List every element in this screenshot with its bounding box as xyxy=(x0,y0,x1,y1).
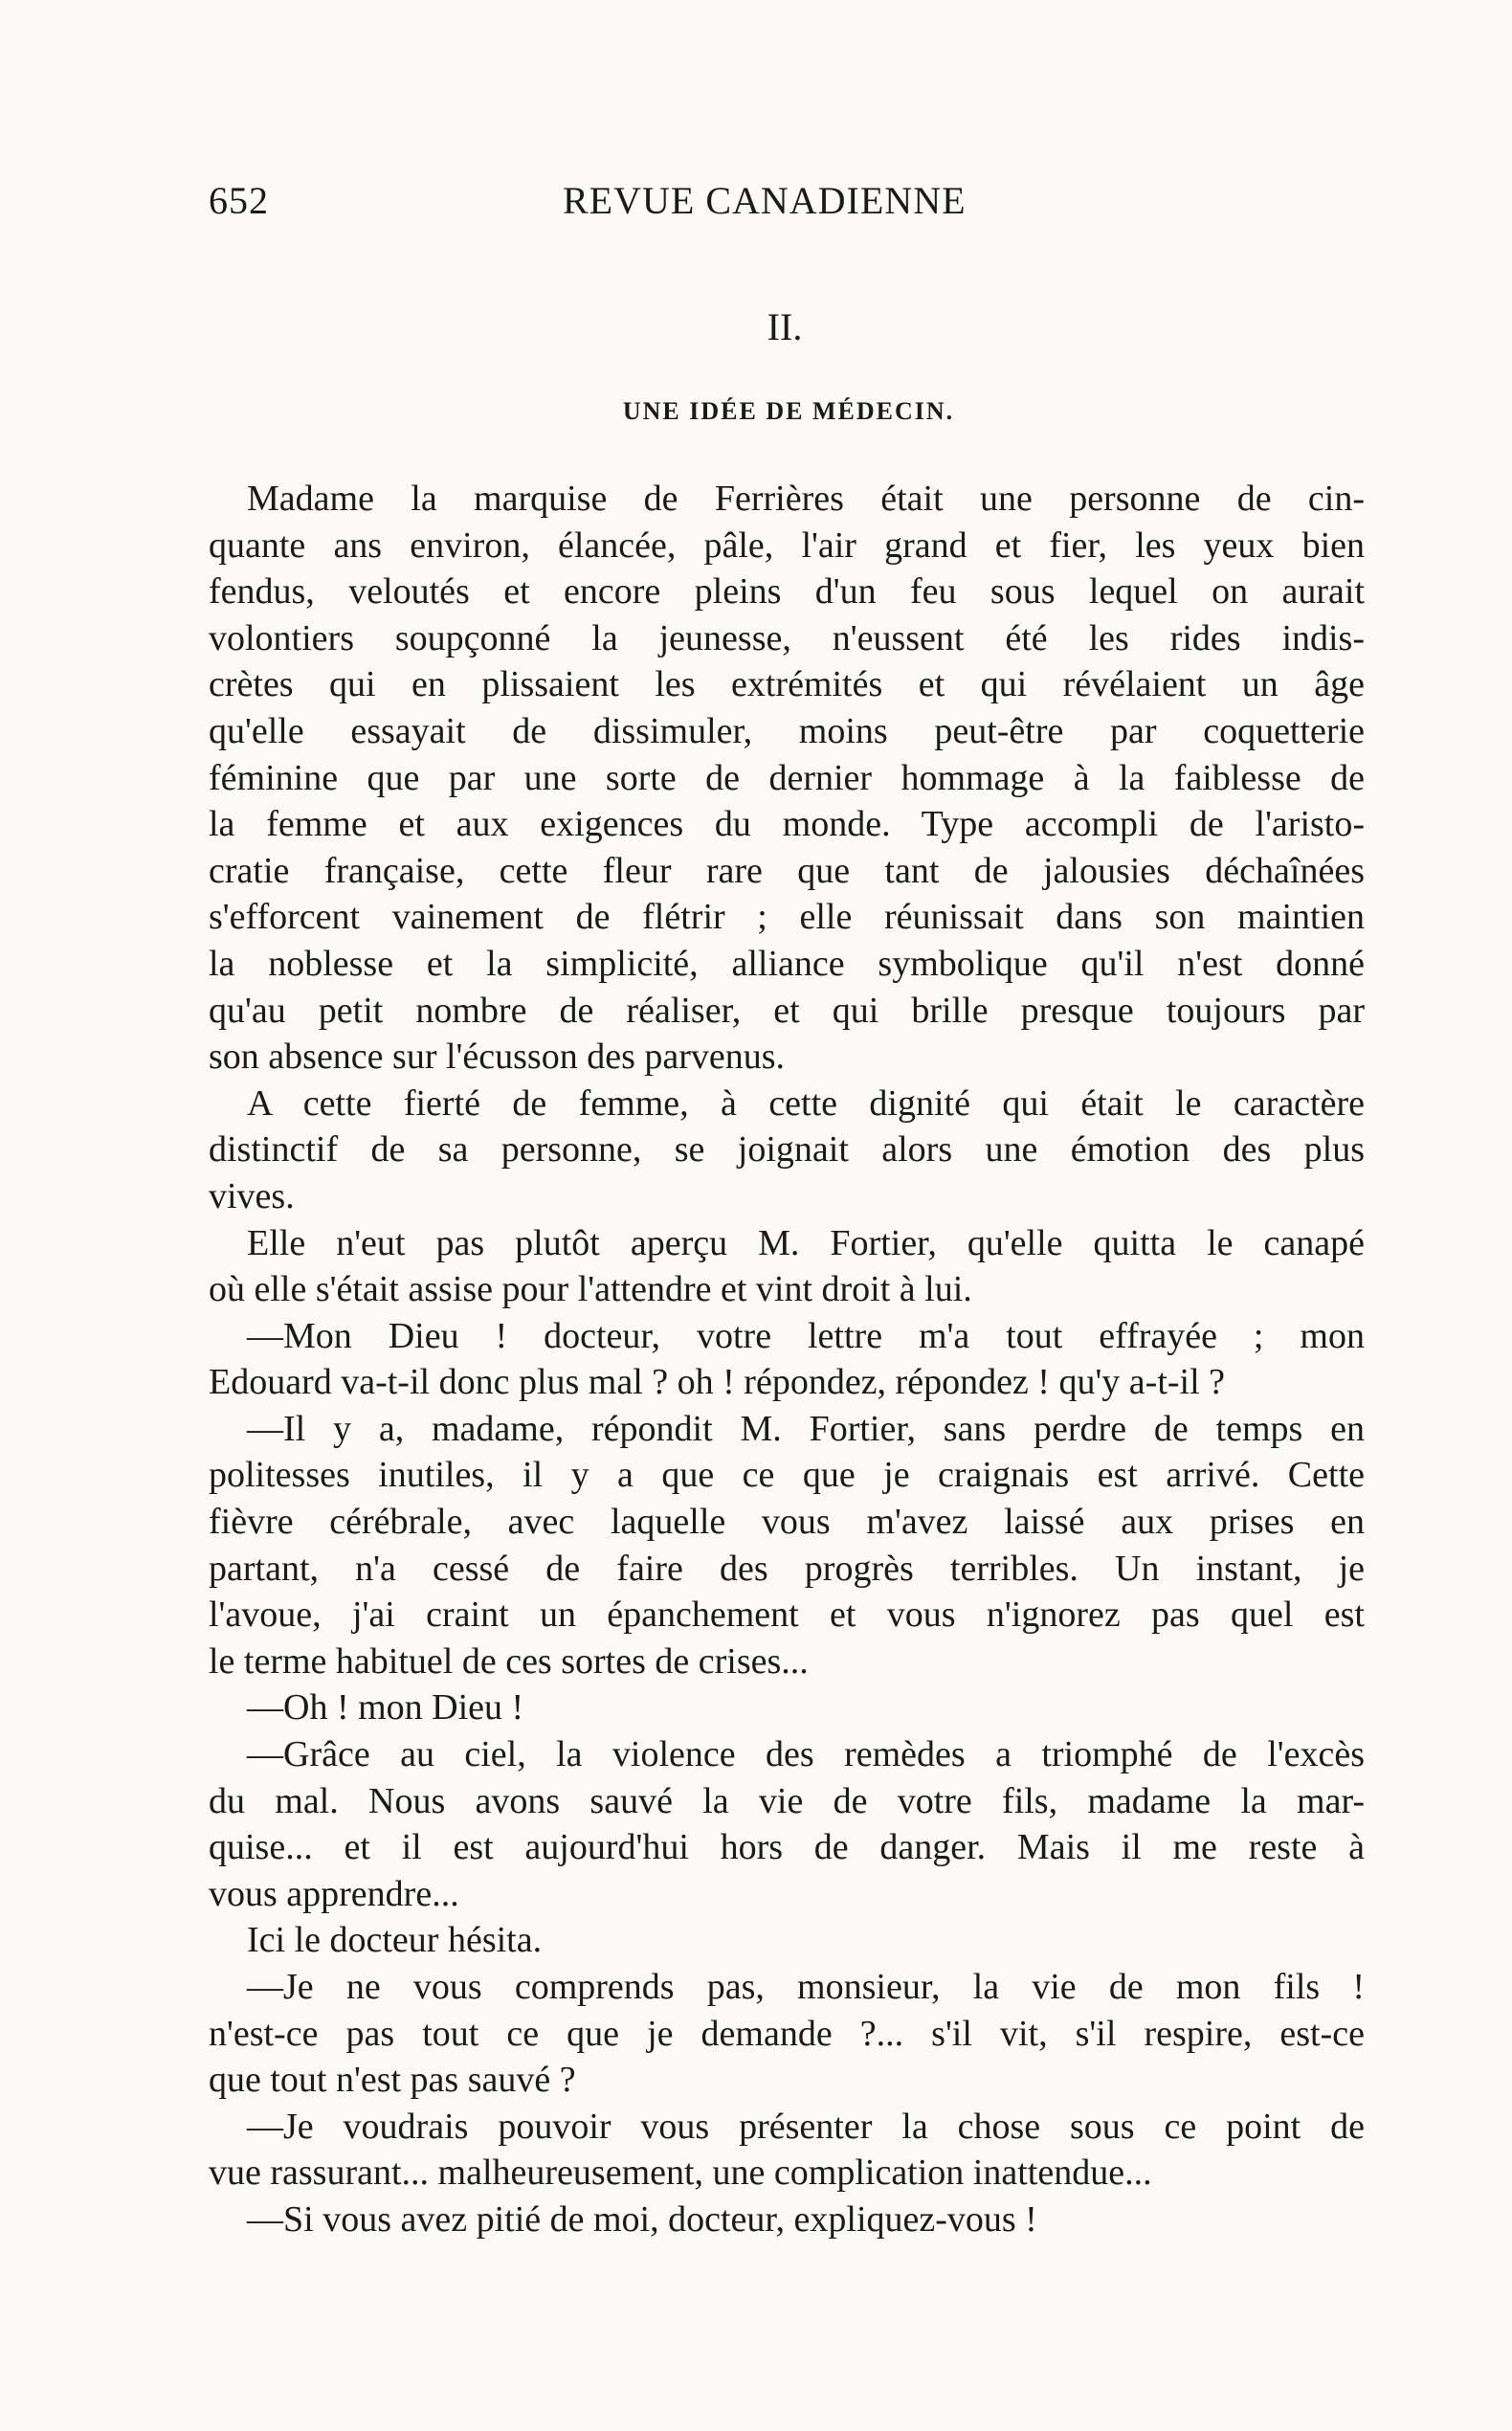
paragraph xyxy=(209,1917,1365,1964)
text-line: féminine que par une sorte de dernier hommage à la faiblesse de xyxy=(209,757,1365,798)
text-line: du mal. Nous avons sauvé la vie de votre fils, madame la mar- xyxy=(209,1780,1365,1821)
paragraph xyxy=(209,2104,1365,2197)
body-text xyxy=(209,476,1365,2243)
paragraph xyxy=(209,1081,1365,1220)
text-line: —Oh ! mon Dieu ! xyxy=(247,1687,524,1728)
text-line: vives. xyxy=(209,1175,295,1216)
text-line: n'est-ce pas tout ce que je demande ?... s'il vit, s'il respire, est-ce xyxy=(209,2013,1365,2054)
text-line: volontiers soupçonné la jeunesse, n'eussent été les rides indis- xyxy=(209,617,1365,658)
text-line: s'efforcent vainement de flétrir ; elle réunissait dans son maintien xyxy=(209,897,1365,938)
text-line: l'avoue, j'ai craint un épanchement et vous n'ignorez pas quel est xyxy=(209,1595,1365,1636)
chapter-title: UNE IDÉE DE MÉDECIN. xyxy=(622,397,955,425)
text-line: —Grâce au ciel, la violence des remèdes a triomphé de l'excès xyxy=(247,1734,1365,1775)
chapter-number: II. xyxy=(767,305,803,348)
text-line: le terme habituel de ces sortes de crises... xyxy=(209,1640,809,1682)
paragraph xyxy=(209,1964,1365,2104)
paragraph xyxy=(209,1684,1365,1731)
text-line: —Je voudrais pouvoir vous présenter la chose sous ce point de xyxy=(247,2106,1365,2147)
paragraph xyxy=(209,1731,1365,1917)
text-line: la noblesse et la simplicité, alliance symbolique qu'il n'est donné xyxy=(209,943,1365,984)
text-line: partant, n'a cessé de faire des progrès terribles. Un instant, je xyxy=(209,1548,1365,1589)
journal-title: REVUE CANADIENNE xyxy=(563,179,967,222)
text-line: quante ans environ, élancée, pâle, l'air grand et fier, les yeux bien xyxy=(209,524,1365,566)
text-line: politesses inutiles, il y a que ce que je craignais est arrivé. Cette xyxy=(209,1455,1365,1496)
text-line: —Je ne vous comprends pas, monsieur, la vie de mon fils ! xyxy=(247,1967,1365,2007)
text-line: cratie française, cette fleur rare que tant de jalousies déchaînées xyxy=(209,850,1365,891)
text-line: son absence sur l'écusson des parvenus. xyxy=(209,1037,786,1078)
text-line: distinctif de sa personne, se joignait alors une émotion des plus xyxy=(209,1129,1365,1171)
paragraph xyxy=(209,2197,1365,2243)
text-line: vous apprendre... xyxy=(209,1873,459,1914)
paragraph xyxy=(209,1220,1365,1313)
text-line: que tout n'est pas sauvé ? xyxy=(209,2060,576,2101)
text-line: —Mon Dieu ! docteur, votre lettre m'a tout effrayée ; mon xyxy=(247,1315,1365,1356)
text-line: —Il y a, madame, répondit M. Fortier, sans perdre de temps en xyxy=(247,1408,1365,1449)
text-line: fièvre cérébrale, avec laquelle vous m'avez laissé aux prises en xyxy=(209,1502,1365,1543)
text-line: qu'elle essayait de dissimuler, moins peut-être par coquetterie xyxy=(209,710,1365,751)
text-line: crètes qui en plissaient les extrémités et qui révélaient un âge xyxy=(209,664,1365,705)
text-line: fendus, veloutés et encore pleins d'un feu sous lequel on aurait xyxy=(209,571,1365,613)
text-line: quise... et il est aujourd'hui hors de danger. Mais il me reste à xyxy=(209,1827,1365,1868)
text-line: Edouard va-t-il donc plus mal ? oh ! répondez, répondez ! qu'y a-t-il ? xyxy=(209,1362,1226,1403)
text-line: où elle s'était assise pour l'attendre et vint droit à lui. xyxy=(209,1269,972,1310)
text-line: —Si vous avez pitié de moi, docteur, expliquez-vous ! xyxy=(247,2198,1037,2240)
text-line: Madame la marquise de Ferrières était une personne de cin- xyxy=(247,479,1365,519)
text-line: Elle n'eut pas plutôt aperçu M. Fortier, qu'elle quitta le canapé xyxy=(247,1222,1365,1263)
paragraph xyxy=(209,476,1365,1081)
text-line: A cette fierté de femme, à cette dignité qui était le caractère xyxy=(247,1082,1365,1124)
text-line: la femme et aux exigences du monde. Type accompli de l'aristo- xyxy=(209,804,1365,845)
paragraph xyxy=(209,1406,1365,1685)
text-line: vue rassurant... malheureusement, une complication inattendue... xyxy=(209,2152,1152,2194)
running-header xyxy=(209,178,1300,235)
page-number: 652 xyxy=(209,179,269,222)
paragraph xyxy=(209,1313,1365,1406)
text-line: Ici le docteur hésita. xyxy=(247,1920,543,1961)
text-line: qu'au petit nombre de réaliser, et qui brille presque toujours par xyxy=(209,990,1365,1031)
